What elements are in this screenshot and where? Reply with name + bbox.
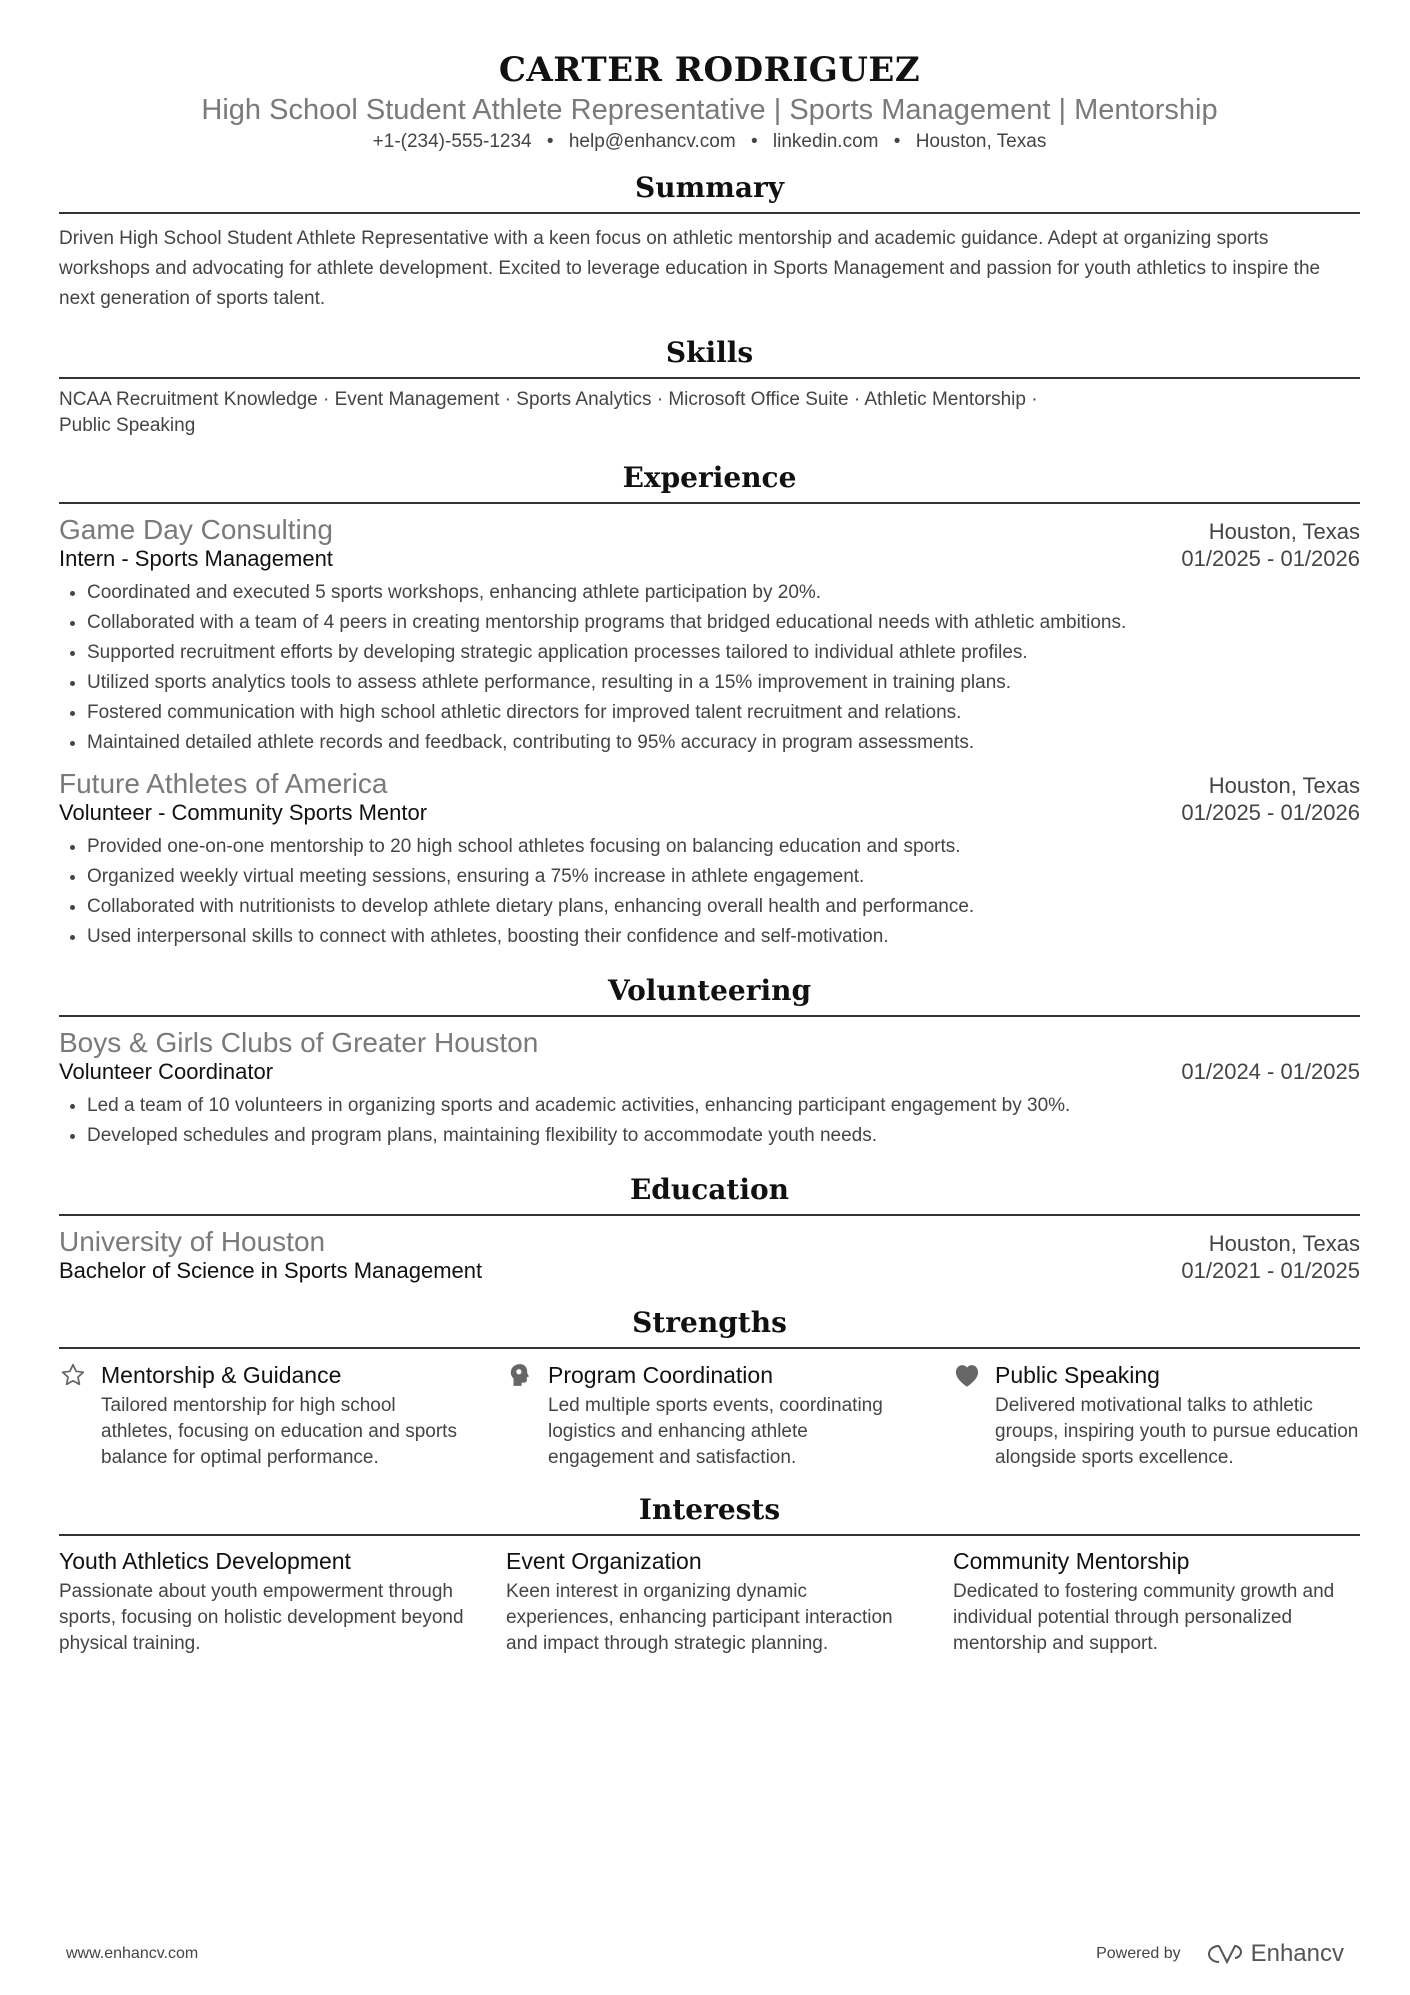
bullet: • Used interpersonal skills to connect with athletes, boosting their confidence and self-motivation. [87, 922, 1360, 952]
degree: Bachelor of Science in Sports Management [59, 1258, 483, 1283]
organization: Future Athletes of America [59, 768, 388, 799]
bullet-list [59, 1091, 1360, 1151]
skills-line: NCAA Recruitment Knowledge · Event Management · Sports Analytics · Microsoft Office Suite · Athletic Mentorship · [59, 389, 1038, 410]
bullet: • Coordinated and executed 5 sports workshops, enhancing athlete participation by 20%. [87, 578, 1360, 608]
section-heading-interests: Interests [59, 1493, 1360, 1536]
strength-item [506, 1361, 913, 1471]
role: Volunteer - Community Sports Mentor [59, 800, 428, 825]
resume-page [59, 0, 1360, 1657]
interest-item [59, 1548, 466, 1657]
experience-entry [59, 768, 1360, 952]
bullet: • Led a team of 10 volunteers in organizing sports and academic activities, enhancing participant engagement by 30%. [87, 1091, 1360, 1121]
interest-title: Event Organization [506, 1548, 702, 1574]
interest-title: Community Mentorship [953, 1548, 1190, 1574]
heart-icon [953, 1361, 981, 1389]
powered-by [1096, 1940, 1344, 1968]
education-entry [59, 1226, 1360, 1284]
bullet: • Utilized sports analytics tools to assess athlete performance, resulting in a 15% improvement in training plans. [87, 668, 1360, 698]
location: Houston, Texas [915, 131, 1047, 152]
strength-item [59, 1361, 466, 1471]
interest-desc: Keen interest in organizing dynamic experiences, enhancing participant interaction and impact through strategic planning. [506, 1581, 893, 1654]
entry-location: Houston, Texas [1208, 1231, 1360, 1256]
organization: Boys & Girls Clubs of Greater Houston [59, 1027, 539, 1058]
powered-by-label: Powered by [1096, 1945, 1181, 1962]
strength-title: Mentorship & Guidance [101, 1361, 342, 1388]
entry-location: Houston, Texas [1208, 519, 1360, 544]
bullet: • Maintained detailed athlete records and feedback, contributing to 95% accuracy in program assessments. [87, 728, 1360, 758]
strength-desc: Tailored mentorship for high school athletes, focusing on education and sports balance for optimal performance. [101, 1395, 457, 1468]
contact-line [59, 131, 1360, 153]
star-outline-icon [59, 1361, 87, 1389]
volunteering-entry [59, 1027, 1360, 1151]
interest-desc: Dedicated to fostering community growth and individual potential through personalized mentorship and support. [953, 1581, 1335, 1654]
strength-title: Public Speaking [995, 1361, 1160, 1388]
enhancv-logo-icon [1205, 1942, 1245, 1966]
school: University of Houston [59, 1226, 326, 1257]
date-range: 01/2025 - 01/2026 [1181, 546, 1360, 571]
bullet: • Developed schedules and program plans, maintaining flexibility to accommodate youth needs. [87, 1121, 1360, 1151]
phone: +1-(234)-555-1234 [372, 131, 532, 152]
strength-item [953, 1361, 1360, 1471]
bullet: • Fostered communication with high school athletic directors for improved talent recruitment and relations. [87, 698, 1360, 728]
entry-location: Houston, Texas [1208, 773, 1360, 798]
separator: • [893, 131, 901, 152]
strength-title: Program Coordination [548, 1361, 774, 1388]
bullet: • Collaborated with nutritionists to develop athlete dietary plans, enhancing overall health and performance. [87, 892, 1360, 922]
role: Intern - Sports Management [59, 546, 333, 571]
bullet-list [59, 832, 1360, 952]
interest-item [506, 1548, 913, 1657]
experience-entry [59, 514, 1360, 758]
website-link[interactable]: www.enhancv.com [66, 1945, 199, 1962]
enhancv-logo[interactable] [1205, 1940, 1344, 1968]
strength-desc: Led multiple sports events, coordinating logistics and enhancing athlete engagement and satisfaction. [548, 1395, 883, 1468]
brand-name: Enhancv [1250, 1940, 1344, 1967]
interest-item [953, 1548, 1360, 1657]
section-heading-skills: Skills [59, 336, 1360, 379]
bullet: • Organized weekly virtual meeting sessions, ensuring a 75% increase in athlete engagement. [87, 862, 1360, 892]
interest-desc: Passionate about youth empowerment through sports, focusing on holistic development beyond physical training. [59, 1581, 464, 1654]
date-range: 01/2025 - 01/2026 [1181, 800, 1360, 825]
bullet: • Collaborated with a team of 4 peers in creating mentorship programs that bridged educational needs with athletic ambitions. [87, 608, 1360, 638]
skills-list [59, 387, 1360, 439]
summary-text: Driven High School Student Athlete Representative with a keen focus on athletic mentorship and academic guidance. Adept at organizing sports workshops and advocating for athlete development. Excited to leverage education in Sports Management and passion for youth athletics to inspire the next generation of sports talent. [59, 228, 1321, 309]
role: Volunteer Coordinator [59, 1059, 274, 1084]
section-heading-experience: Experience [59, 461, 1360, 504]
interests-grid [59, 1548, 1360, 1657]
section-heading-summary: Summary [59, 171, 1360, 214]
strengths-grid [59, 1361, 1360, 1471]
bullet-list [59, 578, 1360, 758]
date-range: 01/2024 - 01/2025 [1181, 1059, 1360, 1084]
date-range: 01/2021 - 01/2025 [1181, 1258, 1360, 1283]
head-icon [506, 1361, 534, 1389]
candidate-name: CARTER RODRIGUEZ [498, 50, 921, 90]
section-heading-volunteering: Volunteering [59, 974, 1360, 1017]
skills-line: Public Speaking [59, 415, 196, 436]
separator: • [750, 131, 758, 152]
section-heading-education: Education [59, 1173, 1360, 1216]
strength-desc: Delivered motivational talks to athletic groups, inspiring youth to pursue education alongside sports excellence. [995, 1395, 1359, 1468]
linkedin-link[interactable]: linkedin.com [772, 131, 879, 152]
email[interactable]: help@enhancv.com [568, 131, 736, 152]
interest-title: Youth Athletics Development [59, 1548, 351, 1574]
bullet: • Supported recruitment efforts by developing strategic application processes tailored to individual athlete profiles. [87, 638, 1360, 668]
section-heading-strengths: Strengths [59, 1306, 1360, 1349]
footer [66, 1940, 1344, 1968]
separator: • [546, 131, 554, 152]
bullet: • Provided one-on-one mentorship to 20 high school athletes focusing on balancing education and sports. [87, 832, 1360, 862]
candidate-title: High School Student Athlete Representative | Sports Management | Mentorship [201, 94, 1218, 126]
organization: Game Day Consulting [59, 514, 333, 545]
